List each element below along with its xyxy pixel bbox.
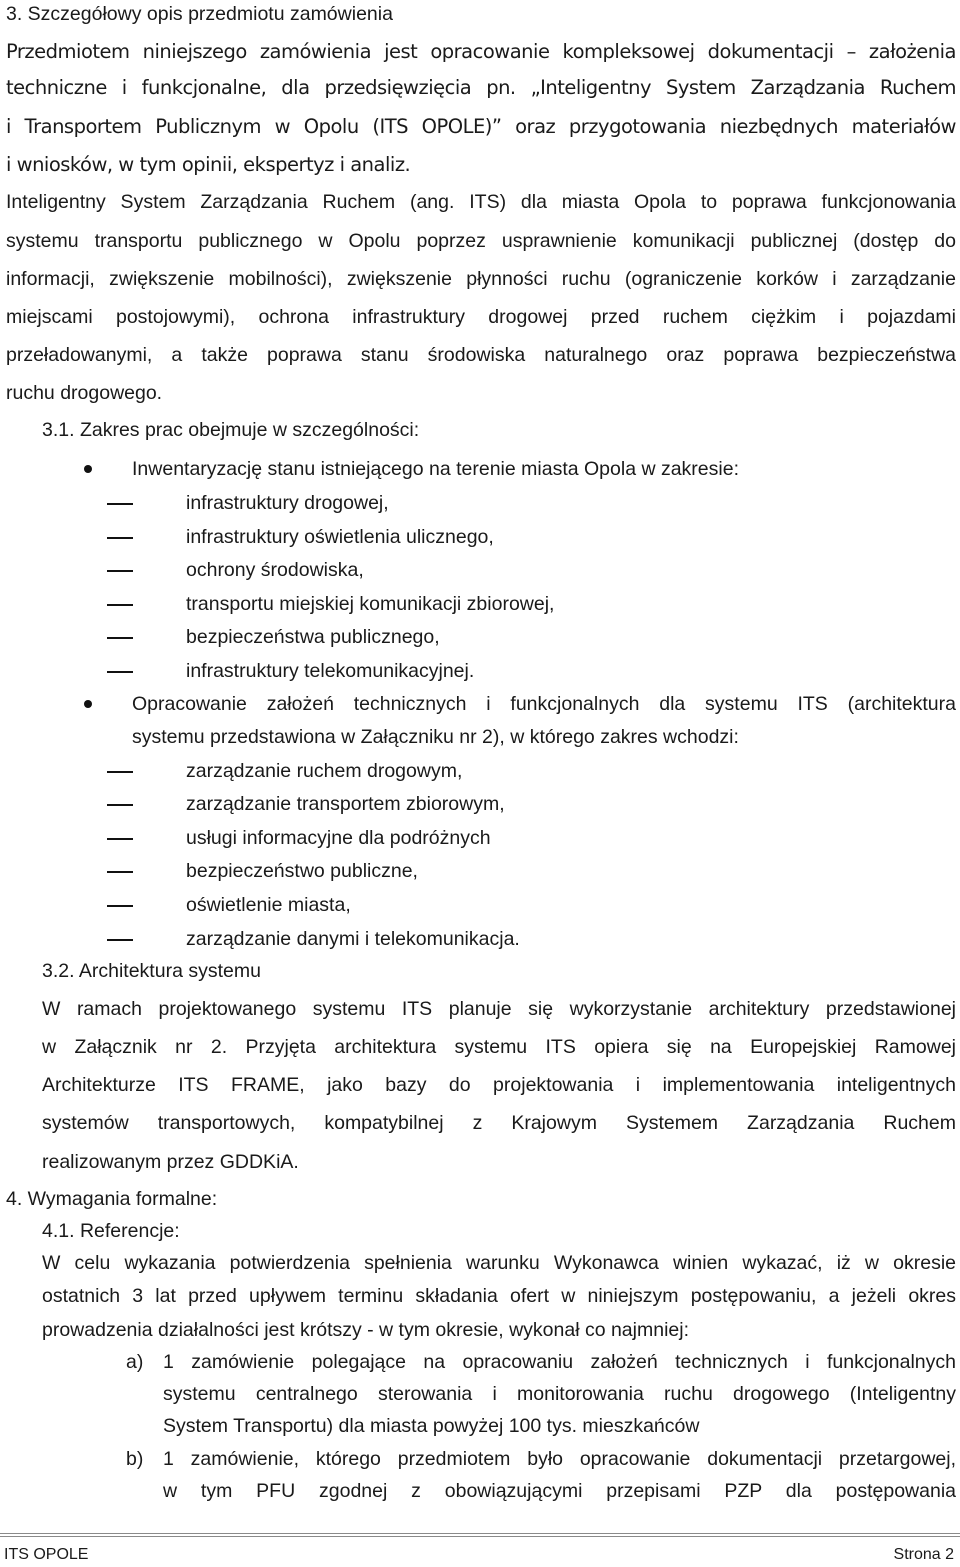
para2-line-2: systemu transportu publicznego w Opolu poprzez usprawnienie komunikacji publicznej (dostęp do [6, 230, 956, 252]
para2-line-5: przeładowanymi, a także poprawa stanu środowiska naturalnego oraz poprawa bezpieczeństwa [6, 344, 956, 366]
item-b-line-1: 1 zamówienie, którego przedmiotem było opracowanie dokumentacji przetargowej, [163, 1448, 956, 1470]
dash-icon [107, 604, 133, 606]
item-a-line-1: 1 zamówienie polegające na opracowaniu założeń technicznych i funkcjonalnych [163, 1351, 956, 1373]
bullet-1-item: infrastruktury drogowej, [186, 492, 389, 514]
dash-icon [107, 939, 133, 941]
subsection-4-1-heading: 4.1. Referencje: [42, 1220, 180, 1242]
dash-icon [107, 804, 133, 806]
bullet-2-item: zarządzanie ruchem drogowym, [186, 760, 463, 782]
bullet-2-line-1: Opracowanie założeń technicznych i funkcjonalnych dla systemu ITS (architektura [132, 693, 956, 715]
section-4-para-line-3: prowadzenia działalności jest krótszy - w tym okresie, wykonał co najmniej: [42, 1319, 690, 1341]
bullet-2-item: bezpieczeństwo publiczne, [186, 860, 418, 882]
bullet-2-item: zarządzanie transportem zbiorowym, [186, 793, 505, 815]
item-a-line-2: systemu centralnego sterowania i monitorowania ruchu drogowego (Inteligentny [163, 1383, 956, 1405]
para3-line-5: realizowanym przez GDDKiA. [42, 1151, 299, 1173]
footer-divider [0, 1533, 960, 1534]
para3-line-3: Architekturze ITS FRAME, jako bazy do projektowania i implementowania inteligentnych [42, 1074, 956, 1096]
dash-icon [107, 537, 133, 539]
section-4-para-line-2: ostatnich 3 lat przed upływem terminu składania ofert w niniejszym postępowaniu, a jeżeli okres [42, 1285, 956, 1307]
para3-line-4: systemów transportowych, kompatybilnej z Krajowym Systemem Zarządzania Ruchem [42, 1112, 956, 1134]
item-a-line-3: System Transportu) dla miasta powyżej 100 tys. mieszkańców [163, 1415, 700, 1437]
bullet-1-text: Inwentaryzację stanu istniejącego na terenie miasta Opola w zakresie: [132, 458, 739, 480]
footer-title: ITS OPOLE [4, 1546, 89, 1563]
subsection-3-2-heading: 3.2. Architektura systemu [42, 960, 261, 982]
bullet-2-item: oświetlenie miasta, [186, 894, 351, 916]
dash-icon [107, 503, 133, 505]
para1-line-4: i wniosków, w tym opinii, ekspertyz i analiz. [6, 153, 411, 176]
bullet-2-line-2: systemu przedstawiona w Załączniku nr 2), w którego zakres wchodzi: [132, 726, 739, 748]
section-4-heading: 4. Wymagania formalne: [6, 1188, 218, 1210]
para1-line-2: techniczne i funkcjonalne, dla przedsięwzięcia pn. „Inteligentny System Zarządzania Ruchem [6, 76, 956, 99]
para2-line-3: informacji, zwiększenie mobilności), zwiększenie płynności ruchu (ograniczenie korków i zarządzanie [6, 268, 956, 290]
para3-line-1: W ramach projektowanego systemu ITS planuje się wykorzystanie architektury przedstawionej [42, 998, 956, 1020]
item-a-marker: a) [126, 1351, 144, 1373]
para1-line-1: Przedmiotem niniejszego zamówienia jest opracowanie kompleksowej dokumentacji – założenia [6, 40, 956, 63]
bullet-2-item: usługi informacyjne dla podróżnych [186, 827, 491, 849]
item-b-line-2: w tym PFU zgodnej z obowiązującymi przepisami PZP dla postępowania [163, 1480, 956, 1502]
bullet-1-item: infrastruktury oświetlenia ulicznego, [186, 526, 494, 548]
dash-icon [107, 671, 133, 673]
para2-line-6: ruchu drogowego. [6, 382, 163, 404]
section-4-para-line-1: W celu wykazania potwierdzenia spełnienia warunku Wykonawca winien wykazać, iż w okresie [42, 1252, 956, 1274]
bullet-1-item: bezpieczeństwa publicznego, [186, 626, 440, 648]
footer-divider [0, 1536, 960, 1537]
bullet-icon [84, 700, 92, 708]
section-3-heading: 3. Szczegółowy opis przedmiotu zamówienia [6, 3, 393, 25]
bullet-1-item: infrastruktury telekomunikacyjnej. [186, 660, 475, 682]
dash-icon [107, 871, 133, 873]
dash-icon [107, 771, 133, 773]
bullet-1-item: ochrony środowiska, [186, 559, 364, 581]
bullet-2-item: zarządzanie danymi i telekomunikacja. [186, 928, 520, 950]
dash-icon [107, 637, 133, 639]
para1-line-3: i Transportem Publicznym w Opolu (ITS OPOLE)” oraz przygotowania niezbędnych materiałów [6, 115, 956, 138]
dash-icon [107, 570, 133, 572]
para2-line-4: miejscami postojowymi), ochrona infrastruktury drogowej przed ruchem ciężkim i pojazdami [6, 306, 956, 328]
para2-line-1: Inteligentny System Zarządzania Ruchem (ang. ITS) dla miasta Opola to poprawa funkcjonowania [6, 191, 956, 213]
dash-icon [107, 905, 133, 907]
subsection-3-1-heading: 3.1. Zakres prac obejmuje w szczególności: [42, 419, 420, 441]
dash-icon [107, 838, 133, 840]
bullet-1-item: transportu miejskiej komunikacji zbiorowej, [186, 593, 555, 615]
bullet-icon [84, 465, 92, 473]
para3-line-2: w Załącznik nr 2. Przyjęta architektura systemu ITS opiera się na Europejskiej Ramowej [42, 1036, 956, 1058]
item-b-marker: b) [126, 1448, 144, 1470]
page-number: Strona 2 [893, 1546, 954, 1563]
